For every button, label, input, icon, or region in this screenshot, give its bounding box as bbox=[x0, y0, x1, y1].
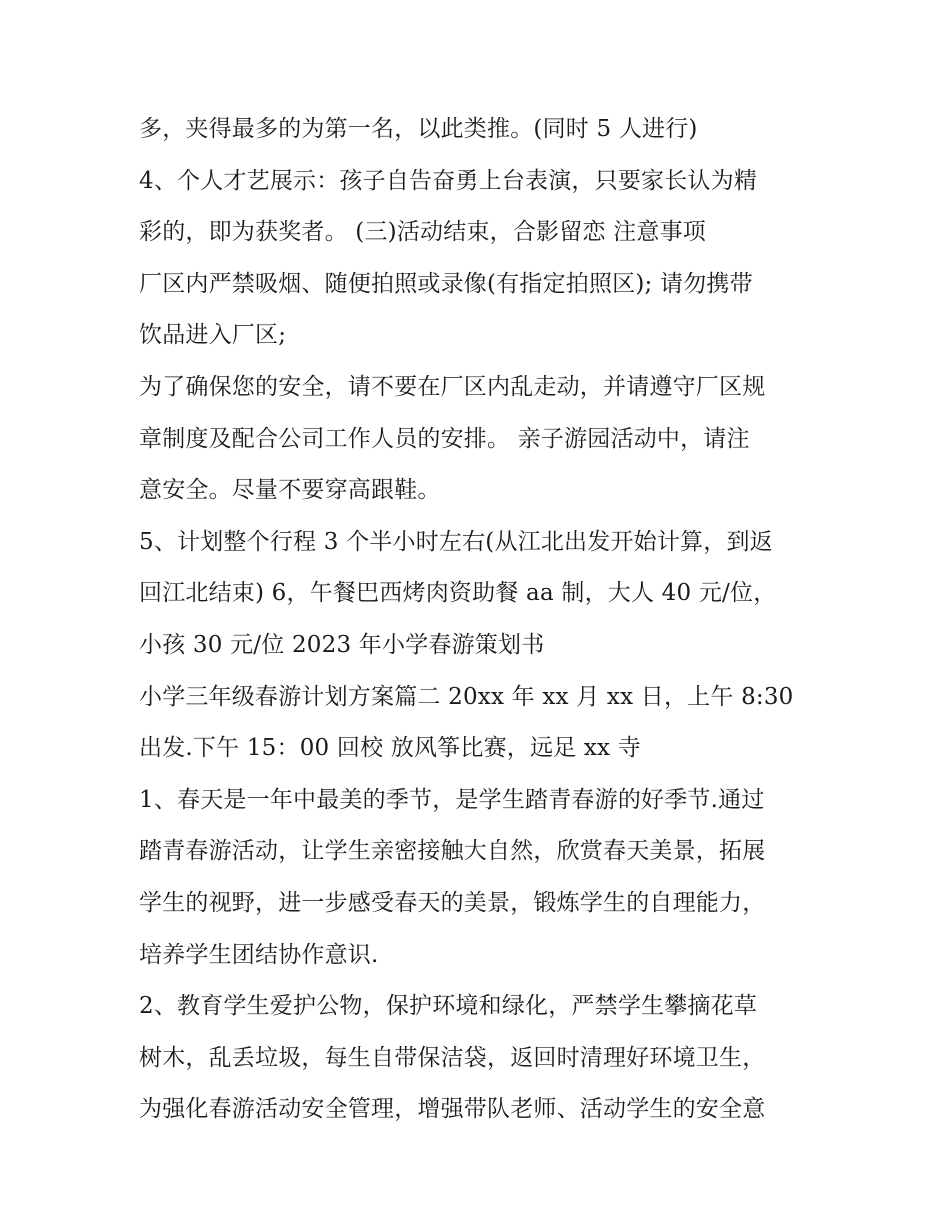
text-line: 4、个人才艺展示：孩子自告奋勇上台表演，只要家长认为精 bbox=[139, 167, 758, 194]
document-body bbox=[139, 108, 839, 1140]
text-line: 2、教育学生爱护公物，保护环境和绿化，严禁学生攀摘花草 bbox=[139, 993, 758, 1020]
text-line: 树木，乱丢垃圾，每生自带保洁袋，返回时清理好环境卫生， bbox=[139, 1044, 766, 1071]
text-line: 多，夹得最多的为第一名，以此类推。(同时 5 人进行) bbox=[139, 116, 698, 142]
text-line: 小孩 30 元/位 2023 年小学春游策划书 bbox=[139, 631, 545, 658]
text-line: 回江北结束) 6，午餐巴西烤肉资助餐 aa 制，大人 40 元/位， bbox=[139, 580, 777, 607]
text-line: 厂区内严禁吸烟、随便拍照或录像(有指定拍照区); 请勿携带 bbox=[139, 270, 753, 297]
text-line: 5、计划整个行程 3 个半小时左右(从江北出发开始计算，到返 bbox=[139, 528, 773, 555]
text-line: 彩的，即为获奖者。 (三)活动结束，合影留恋 注意事项 bbox=[139, 219, 706, 246]
text-line: 1、春天是一年中最美的季节，是学生踏青春游的好季节.通过 bbox=[139, 786, 765, 813]
text-line: 意安全。尽量不要穿高跟鞋。 bbox=[139, 477, 441, 504]
text-line: 培养学生团结协作意识. bbox=[139, 941, 379, 968]
text-line: 学生的视野，进一步感受春天的美景，锻炼学生的自理能力， bbox=[139, 889, 766, 916]
text-line: 饮品进入厂区; bbox=[139, 322, 287, 349]
text-line: 为强化春游活动安全管理，增强带队老师、活动学生的安全意 bbox=[139, 1096, 766, 1123]
text-line: 小学三年级春游计划方案篇二 20xx 年 xx 月 xx 日，上午 8:30 bbox=[139, 683, 794, 710]
text-line: 章制度及配合公司工作人员的安排。 亲子游园活动中，请注 bbox=[139, 425, 750, 452]
text-line: 出发.下午 15：00 回校 放风筝比赛，远足 xx 寺 bbox=[139, 735, 641, 762]
text-line: 为了确保您的安全，请不要在厂区内乱走动，并请遵守厂区规 bbox=[139, 373, 766, 400]
text-line: 踏青春游活动，让学生亲密接触大自然，欣赏春天美景，拓展 bbox=[139, 838, 766, 865]
